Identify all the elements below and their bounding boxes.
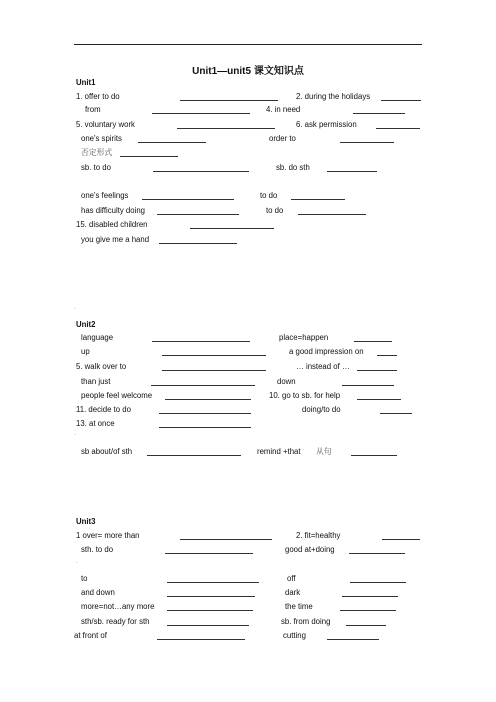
worksheet-row xyxy=(0,600,496,613)
worksheet-row xyxy=(0,345,496,358)
top-rule xyxy=(74,44,422,45)
stray-mark: · xyxy=(76,560,78,566)
answer-blank xyxy=(350,582,406,583)
worksheet-row xyxy=(0,445,496,458)
worksheet-row xyxy=(0,331,496,344)
phrase-left: 13. at once xyxy=(76,419,115,428)
worksheet-row xyxy=(0,375,496,388)
answer-blank xyxy=(162,355,266,356)
answer-blank xyxy=(159,427,251,428)
answer-blank xyxy=(152,341,250,342)
phrase-left: than just xyxy=(81,377,111,386)
phrase-right: dark xyxy=(285,588,301,597)
worksheet-row xyxy=(0,360,496,373)
answer-blank xyxy=(340,610,396,611)
phrase-left: 1 over= more than xyxy=(76,531,140,540)
phrase-right: place=happen xyxy=(279,333,329,342)
answer-blank xyxy=(152,113,250,114)
phrase-left: one's feelings xyxy=(81,191,129,200)
unit3-heading-row xyxy=(0,515,496,528)
answer-blank xyxy=(180,539,272,540)
answer-blank xyxy=(159,243,237,244)
page-title: Unit1—unit5 课文知识点 xyxy=(192,66,304,77)
worksheet-row xyxy=(0,161,496,174)
phrase-left: 1. offer to do xyxy=(76,92,120,101)
answer-blank xyxy=(382,539,420,540)
phrase-right: remind +that xyxy=(257,447,301,456)
unit1-heading: Unit1 xyxy=(76,78,96,87)
answer-blank xyxy=(180,100,278,101)
answer-blank xyxy=(142,199,234,200)
worksheet-row xyxy=(0,389,496,402)
phrase-right: the time xyxy=(285,602,313,611)
answer-blank xyxy=(147,455,241,456)
worksheet-row xyxy=(0,233,496,246)
answer-blank xyxy=(353,113,405,114)
worksheet-row xyxy=(0,586,496,599)
phrase-right: 6. ask permission xyxy=(296,120,357,129)
stray-mark: · xyxy=(74,432,76,438)
answer-blank xyxy=(151,385,255,386)
answer-blank xyxy=(342,385,394,386)
phrase-left: up xyxy=(81,347,90,356)
answer-blank xyxy=(340,142,394,143)
answer-blank xyxy=(138,142,206,143)
phrase-right: to do xyxy=(266,206,284,215)
phrase-right: 4. in need xyxy=(266,105,301,114)
answer-blank xyxy=(327,639,379,640)
answer-blank xyxy=(380,413,412,414)
answer-blank xyxy=(291,199,345,200)
answer-blank xyxy=(167,596,255,597)
worksheet-row xyxy=(0,132,496,145)
answer-blank xyxy=(177,128,275,129)
answer-blank xyxy=(167,610,253,611)
worksheet-row xyxy=(0,118,496,131)
answer-blank xyxy=(167,625,249,626)
worksheet-row xyxy=(0,543,496,556)
phrase-right: to do xyxy=(260,191,278,200)
answer-blank xyxy=(159,413,251,414)
phrase-right-note: 从句 xyxy=(316,447,332,456)
answer-blank xyxy=(357,399,401,400)
phrase-left: more=not…any more xyxy=(81,602,155,611)
phrase-left: sth. to do xyxy=(81,545,114,554)
answer-blank xyxy=(165,553,253,554)
phrase-left: 5. walk over to xyxy=(76,362,127,371)
phrase-left: sb about/of sth xyxy=(81,447,133,456)
phrase-right: … instead of … xyxy=(296,362,350,371)
worksheet-row xyxy=(0,189,496,202)
worksheet-row xyxy=(0,417,496,430)
phrase-left: from xyxy=(85,105,101,114)
phrase-left: you give me a hand xyxy=(81,235,150,244)
phrase-left: and down xyxy=(81,588,115,597)
phrase-right: 2. during the holidays xyxy=(296,92,371,101)
worksheet-row xyxy=(0,629,496,642)
answer-blank xyxy=(157,214,239,215)
unit2-heading: Unit2 xyxy=(76,320,96,329)
answer-blank xyxy=(157,639,245,640)
answer-blank xyxy=(346,625,386,626)
phrase-left: one's spirits xyxy=(81,134,122,143)
worksheet-row xyxy=(0,90,496,103)
answer-blank xyxy=(349,553,405,554)
phrase-right: doing/to do xyxy=(302,405,341,414)
phrase-right: sb. do sth xyxy=(276,163,310,172)
phrase-left: 否定形式 xyxy=(81,148,113,157)
phrase-left: people feel welcome xyxy=(81,391,153,400)
phrase-left: has difficulty doing xyxy=(81,206,146,215)
worksheet-row xyxy=(0,103,496,116)
unit3-heading: Unit3 xyxy=(76,517,96,526)
answer-blank xyxy=(342,596,398,597)
phrase-left: language xyxy=(81,333,114,342)
answer-blank xyxy=(162,370,266,371)
phrase-left: 15. disabled children xyxy=(76,220,148,229)
answer-blank xyxy=(167,582,259,583)
worksheet-row xyxy=(0,529,496,542)
phrase-left: at front of xyxy=(74,631,107,640)
worksheet-row xyxy=(0,146,496,159)
answer-blank xyxy=(153,171,249,172)
worksheet-row xyxy=(0,615,496,628)
answer-blank xyxy=(165,399,251,400)
phrase-left: sb. to do xyxy=(81,163,111,172)
phrase-right: good at+doing xyxy=(285,545,335,554)
phrase-left: to xyxy=(81,574,88,583)
phrase-right: 2. fit=healthy xyxy=(296,531,341,540)
unit2-heading-row xyxy=(0,318,496,331)
answer-blank xyxy=(357,370,397,371)
phrase-left: sth/sb. ready for sth xyxy=(81,617,150,626)
worksheet-row xyxy=(0,218,496,231)
unit1-heading-row xyxy=(0,76,496,89)
phrase-right: order to xyxy=(269,134,296,143)
answer-blank xyxy=(327,171,377,172)
answer-blank xyxy=(381,100,421,101)
answer-blank xyxy=(298,214,366,215)
answer-blank xyxy=(351,455,397,456)
stray-mark: · xyxy=(74,306,76,312)
answer-blank xyxy=(376,128,420,129)
phrase-right: cutting xyxy=(283,631,306,640)
worksheet-row xyxy=(0,572,496,585)
answer-blank xyxy=(120,156,178,157)
phrase-right: off xyxy=(287,574,296,583)
phrase-left: 5. voluntary work xyxy=(76,120,135,129)
phrase-right: down xyxy=(277,377,296,386)
worksheet-row xyxy=(0,403,496,416)
phrase-left: 11. decide to do xyxy=(76,405,131,414)
phrase-right: a good impression on xyxy=(289,347,364,356)
answer-blank xyxy=(377,355,397,356)
phrase-right: sb. from doing xyxy=(281,617,331,626)
answer-blank xyxy=(190,228,274,229)
worksheet-row xyxy=(0,204,496,217)
phrase-right: 10. go to sb. for help xyxy=(269,391,341,400)
answer-blank xyxy=(354,341,392,342)
